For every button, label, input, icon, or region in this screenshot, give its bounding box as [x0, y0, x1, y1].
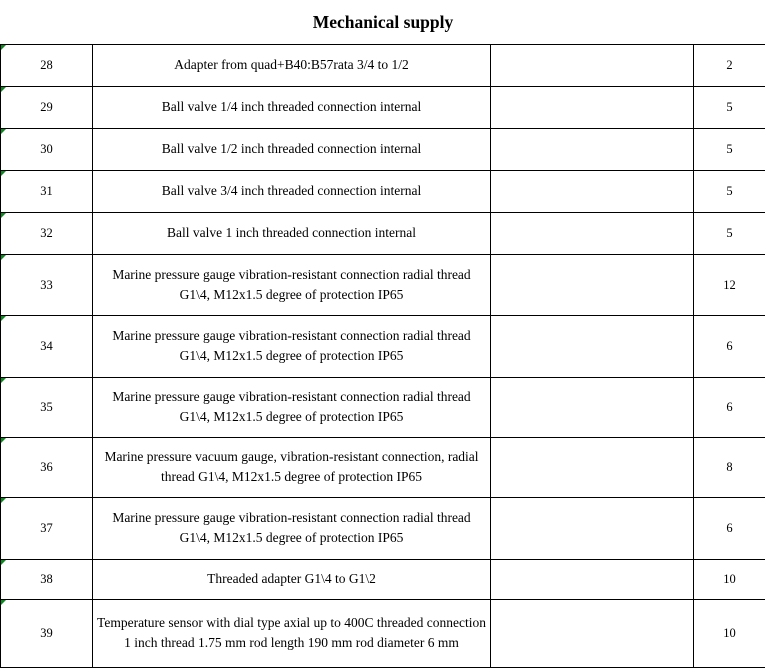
item-number-cell[interactable]: [1, 315, 93, 377]
item-number-cell[interactable]: [1, 44, 93, 86]
empty-cell[interactable]: [491, 497, 694, 559]
table-row: [1, 44, 765, 86]
cell-comment-marker: [1, 213, 6, 218]
description-cell[interactable]: Ball valve 3/4 inch threaded connection internal: [93, 170, 491, 212]
item-number: 28: [40, 58, 53, 72]
description-cell[interactable]: Ball valve 1/4 inch threaded connection internal: [93, 86, 491, 128]
table-row: [1, 86, 765, 128]
description-cell[interactable]: Temperature sensor with dial type axial up to 400C threaded connection 1 inch thread 1.75 mm rod length 190 mm rod diameter 6 mm: [93, 599, 491, 667]
description-cell[interactable]: Threaded adapter G1\4 to G1\2: [93, 559, 491, 599]
item-number: 33: [40, 278, 53, 292]
description-cell[interactable]: Adapter from quad+B40:B57rata 3/4 to 1/2: [93, 44, 491, 86]
table-row: [1, 437, 765, 497]
cell-comment-marker: [1, 171, 6, 176]
item-number: 31: [40, 184, 53, 198]
description-cell[interactable]: Ball valve 1/2 inch threaded connection internal: [93, 128, 491, 170]
cell-comment-marker: [1, 378, 6, 383]
item-number: 30: [40, 142, 53, 156]
quantity-cell[interactable]: 5: [694, 128, 765, 170]
description-cell[interactable]: Marine pressure gauge vibration-resistant connection radial thread G1\4, M12x1.5 degree of protection IP65: [93, 315, 491, 377]
table-row: [1, 377, 765, 437]
empty-cell[interactable]: [491, 559, 694, 599]
empty-cell[interactable]: [491, 437, 694, 497]
table-row: [1, 212, 765, 254]
quantity-cell[interactable]: 2: [694, 44, 765, 86]
empty-cell[interactable]: [491, 212, 694, 254]
empty-cell[interactable]: [491, 377, 694, 437]
empty-cell[interactable]: [491, 128, 694, 170]
item-number: 29: [40, 100, 53, 114]
description-cell[interactable]: Ball valve 1 inch threaded connection internal: [93, 212, 491, 254]
item-number-cell[interactable]: [1, 559, 93, 599]
quantity-cell[interactable]: 12: [694, 254, 765, 315]
item-number-cell[interactable]: [1, 437, 93, 497]
item-number: 34: [40, 339, 53, 353]
item-number-cell[interactable]: [1, 497, 93, 559]
quantity-cell[interactable]: 10: [694, 599, 765, 667]
cell-comment-marker: [1, 560, 6, 565]
quantity-cell[interactable]: 6: [694, 377, 765, 437]
cell-comment-marker: [1, 316, 6, 321]
item-number-cell[interactable]: [1, 254, 93, 315]
item-number-cell[interactable]: [1, 86, 93, 128]
cell-comment-marker: [1, 255, 6, 260]
item-number-cell[interactable]: [1, 128, 93, 170]
cell-comment-marker: [1, 45, 6, 50]
quantity-cell[interactable]: 5: [694, 170, 765, 212]
item-number: 37: [40, 521, 53, 535]
cell-comment-marker: [1, 498, 6, 503]
item-number-cell[interactable]: [1, 170, 93, 212]
item-number: 39: [40, 626, 53, 640]
item-number: 38: [40, 572, 53, 586]
description-cell[interactable]: Marine pressure gauge vibration-resistant connection radial thread G1\4, M12x1.5 degree of protection IP65: [93, 497, 491, 559]
table-row: [1, 497, 765, 559]
quantity-cell[interactable]: 10: [694, 559, 765, 599]
empty-cell[interactable]: [491, 170, 694, 212]
table-row: [1, 254, 765, 315]
quantity-cell[interactable]: 6: [694, 497, 765, 559]
cell-comment-marker: [1, 438, 6, 443]
empty-cell[interactable]: [491, 599, 694, 667]
table-title-row: [1, 0, 765, 44]
item-number-cell[interactable]: [1, 377, 93, 437]
table-row: [1, 128, 765, 170]
empty-cell[interactable]: [491, 315, 694, 377]
quantity-cell[interactable]: 5: [694, 212, 765, 254]
table-row: [1, 599, 765, 667]
empty-cell[interactable]: [491, 86, 694, 128]
item-number: 36: [40, 460, 53, 474]
table-row: [1, 559, 765, 599]
empty-cell[interactable]: [491, 44, 694, 86]
quantity-cell[interactable]: 6: [694, 315, 765, 377]
item-number: 32: [40, 226, 53, 240]
table-row: [1, 170, 765, 212]
empty-cell[interactable]: [491, 254, 694, 315]
cell-comment-marker: [1, 87, 6, 92]
description-cell[interactable]: Marine pressure vacuum gauge, vibration-resistant connection, radial thread G1\4, M12x1.5 degree of protection IP65: [93, 437, 491, 497]
item-number-cell[interactable]: [1, 599, 93, 667]
item-number: 35: [40, 400, 53, 414]
item-number-cell[interactable]: [1, 212, 93, 254]
cell-comment-marker: [1, 129, 6, 134]
quantity-cell[interactable]: 5: [694, 86, 765, 128]
description-cell[interactable]: Marine pressure gauge vibration-resistant connection radial thread G1\4, M12x1.5 degree of protection IP65: [93, 377, 491, 437]
quantity-cell[interactable]: 8: [694, 437, 765, 497]
table-row: [1, 315, 765, 377]
cell-comment-marker: [1, 600, 6, 605]
description-cell[interactable]: Marine pressure gauge vibration-resistant connection radial thread G1\4, M12x1.5 degree of protection IP65: [93, 254, 491, 315]
table-title[interactable]: Mechanical supply: [1, 0, 765, 44]
